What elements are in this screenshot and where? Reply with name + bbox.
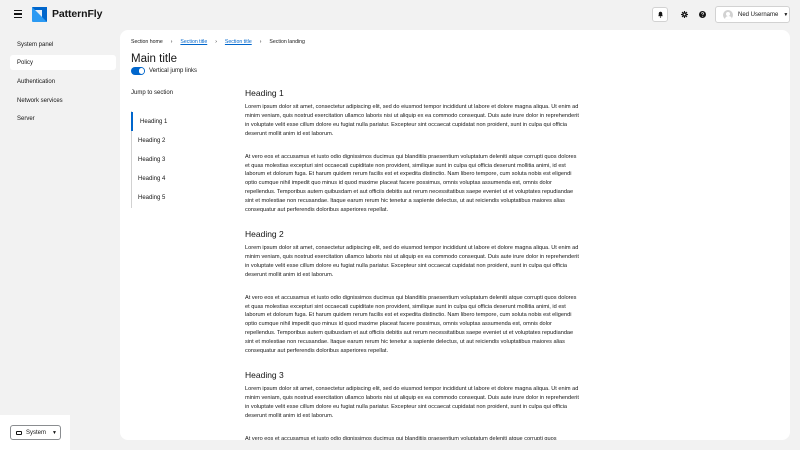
section-paragraph: At vero eos et accusamus et iusto odio dignissimos ducimus qui blanditiis praesentium voluptatum deleniti atque corrupti quos dolores et quas molestias excepturi sint occaecati cupiditate non provident, similique sunt in culpa qui officia deserunt mollitia animi, id est laborum et dolorum fuga. Et harum quidem rerum facilis est et expedita distinctio. Nam libero tempore, cum soluta nobis est eligendi optio cumque nihil impedit quo minus id quod maxime placeat facere possimus, omnis voluptas assumenda est, omnis dolor repellendus. Temporibus autem quibusdam et aut officiis debitis aut rerum necessitatibus saepe eveniet ut et voluptates repudiandae sint et molestiae non recusandae. Itaque earum rerum hic tenetur a sapiente delectus, ut aut reiciendis voluptatibus maiores alias consequatur aut perferendis doloribus asperiores repellat. [245, 294, 577, 355]
help-button[interactable] [694, 7, 710, 22]
breadcrumb-link-section-title-2[interactable]: Section title [224, 39, 252, 45]
breadcrumb-current: Section landing [269, 39, 305, 45]
caret-down-icon: ▼ [783, 11, 789, 18]
caret-down-icon: ▼ [52, 429, 57, 436]
section-heading-1 [245, 88, 580, 215]
question-circle-icon [699, 11, 706, 18]
section-heading: Heading 1 [245, 88, 284, 98]
section-paragraph: Lorem ipsum dolor sit amet, consectetur adipiscing elit, sed do eiusmod tempor incididunt ut labore et dolore magna aliqua. Ut enim ad minim veniam, quis nostrud exercitation ullamco laboris nisi ut aliquip ex ea commodo consequat. Duis aute irure dolor in reprehenderit in voluptate velit esse cillum dolore eu fugiat nulla pariatur. Excepteur sint occaecat cupidatat non proident, sunt in culpa qui officia deserunt mollit anim id est laborum. [245, 104, 579, 137]
scrollable-content [245, 88, 580, 440]
gear-icon [681, 11, 688, 18]
bell-icon [657, 11, 664, 18]
sidebar-item-network-services[interactable]: Network services [17, 97, 63, 104]
section-heading: Heading 2 [245, 228, 284, 239]
notifications-button[interactable] [652, 7, 668, 22]
section-heading-2 [245, 229, 580, 356]
vertical-jump-links-switch-row [131, 67, 197, 75]
section-paragraph: Lorem ipsum dolor sit amet, consectetur adipiscing elit, sed do eiusmod tempor incididunt ut labore et dolore magna aliqua. Ut enim ad minim veniam, quis nostrud exercitation ullamco laboris nisi ut aliquip ex ea commodo consequat. Duis aute irure dolor in reprehenderit in voluptate velit esse cillum dolore eu fugiat nulla pariatur. Excepteur sint occaecat cupidatat non proident, sunt in culpa qui officia deserunt mollit anim id est laborum. [245, 385, 579, 419]
section-paragraph: Lorem ipsum dolor sit amet, consectetur adipiscing elit, sed do eiusmod tempor incididunt ut labore et dolore magna aliqua. Ut enim ad minim veniam, quis nostrud exercitation ullamco laboris nisi ut aliquip ex ea commodo consequat. Duis aute irure dolor in reprehenderit in voluptate velit esse cillum dolore eu fugiat nulla pariatur. Excepteur sint occaecat cupidatat non proident, sunt in culpa qui officia deserunt mollit anim id est laborum. [245, 244, 579, 278]
angle-right-icon: › [215, 39, 217, 45]
section-paragraph: At vero eos et accusamus et iusto odio dignissimos ducimus qui blanditiis praesentium voluptatum deleniti atque corrupti quos dolores et quas molestias excepturi sint occaecati cupiditate non provident, similique sunt in culpa qui officia deserunt mollitia animi, id est laborum et dolorum fuga. Et harum quidem rerum facilis est et expedita distinctio. Nam libero tempore, cum soluta nobis est eligendi optio cumque nihil impedit quo minus id quod maxime placeat facere possimus, omnis voluptas assumenda est, omnis dolor repellendus. Temporibus autem quibusdam et aut officiis debitis aut rerum necessitatibus saepe eveniet ut et voluptates repudiandae sint et molestiae non recusandae. Itaque earum rerum hic tenetur a sapiente delectus, ut aut reiciendis voluptatibus maiores alias consequatur aut perferendis doloribus asperiores repellat. [245, 153, 577, 214]
sidebar-item-system-panel[interactable]: System panel [17, 41, 54, 48]
user-menu-toggle[interactable] [715, 6, 790, 23]
breadcrumb-link-section-title-1[interactable]: Section title [180, 39, 208, 45]
user-name: Ned Username [738, 11, 779, 18]
avatar [723, 10, 733, 20]
breadcrumb-item-home[interactable]: Section home [131, 39, 163, 45]
breadcrumb [131, 39, 305, 45]
sidebar [0, 30, 120, 415]
hamburger-menu-icon[interactable] [14, 10, 22, 18]
monitor-icon [16, 431, 22, 435]
brand-logo[interactable] [32, 6, 102, 22]
main-content-panel [120, 30, 790, 440]
sidebar-item-policy[interactable]: Policy [10, 55, 116, 70]
angle-right-icon: › [170, 39, 173, 45]
vertical-jump-links-switch[interactable] [131, 67, 145, 75]
jump-link-heading-2[interactable]: Heading 2 [138, 137, 166, 144]
section-paragraph: At vero eos et accusamus et iusto odio dignissimos ducimus qui blanditiis praesentium voluptatum deleniti atque corrupti quos [245, 435, 557, 440]
jump-links-title: Jump to section [131, 90, 174, 96]
brand-name: PatternFly [52, 8, 103, 20]
patternfly-logo-icon [32, 6, 48, 22]
settings-button[interactable] [676, 7, 692, 22]
switch-label: Vertical jump links [149, 67, 198, 74]
jump-link-heading-3[interactable]: Heading 3 [138, 156, 166, 163]
sidebar-item-authentication[interactable]: Authentication [17, 78, 56, 85]
section-heading-3 [245, 370, 580, 440]
section-heading: Heading 3 [245, 369, 284, 380]
masthead [0, 0, 800, 30]
angle-right-icon: › [259, 39, 262, 45]
theme-select-button[interactable] [10, 425, 61, 440]
jump-link-heading-4[interactable]: Heading 4 [138, 175, 166, 182]
jump-link-heading-5[interactable]: Heading 5 [138, 194, 166, 201]
jump-link-heading-1[interactable]: Heading 1 [131, 112, 219, 131]
theme-select-label: System [26, 429, 47, 436]
sidebar-item-server[interactable]: Server [17, 115, 35, 122]
page-title: Main title [131, 53, 178, 65]
jump-links-list [131, 111, 219, 208]
